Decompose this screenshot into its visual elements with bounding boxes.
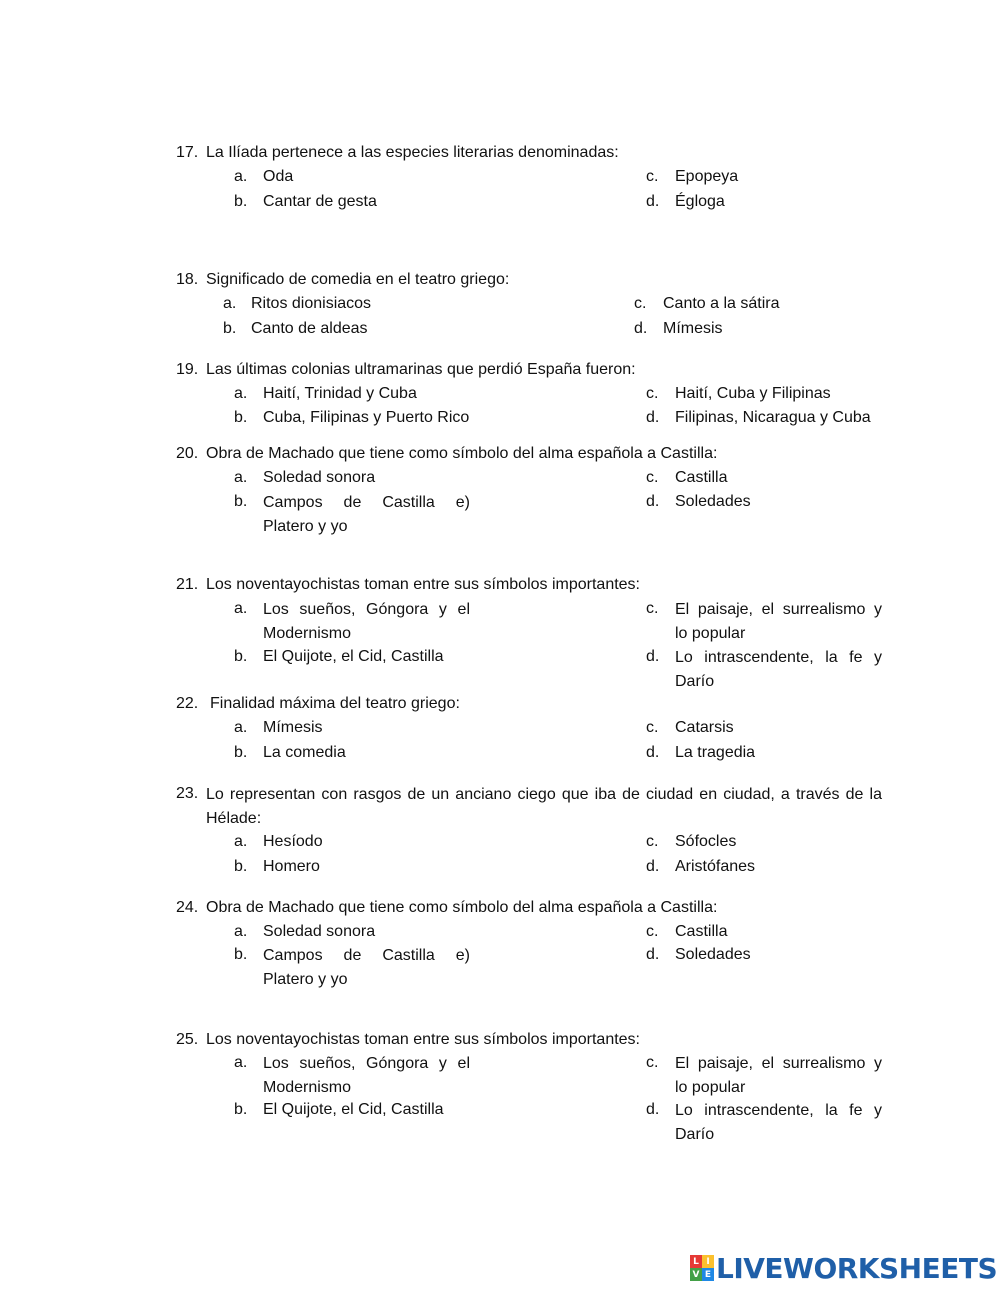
option-d[interactable]: La tragedia <box>675 744 756 761</box>
option-letter: d. <box>646 493 660 510</box>
option-a[interactable]: Haití, Trinidad y Cuba <box>263 385 417 402</box>
option-d[interactable]: Lo intrascendente, la fe y Darío <box>675 649 882 690</box>
question-text: Significado de comedia en el teatro griego: <box>206 271 510 288</box>
option-letter: a. <box>234 168 248 185</box>
option-a[interactable]: Mímesis <box>263 719 323 736</box>
option-letter: a. <box>234 1054 248 1071</box>
option-d[interactable]: Mímesis <box>663 320 723 337</box>
option-d[interactable]: Soledades <box>675 946 751 963</box>
logo-tile-l: L <box>690 1255 702 1268</box>
option-d[interactable]: Aristófanes <box>675 858 756 875</box>
question-number: 22. <box>176 695 199 712</box>
option-letter: b. <box>234 1101 248 1118</box>
option-letter: c. <box>646 833 659 850</box>
option-letter: a. <box>234 385 248 402</box>
option-c[interactable]: Haití, Cuba y Filipinas <box>675 385 831 402</box>
question-text: La Ilíada pertenece a las especies literarias denominadas: <box>206 144 619 161</box>
option-letter: a. <box>234 469 248 486</box>
option-letter: a. <box>223 295 237 312</box>
option-letter: c. <box>646 923 659 940</box>
liveworksheets-logo <box>690 1252 997 1284</box>
option-d[interactable]: Filipinas, Nicaragua y Cuba <box>675 409 871 426</box>
option-c[interactable]: Castilla <box>675 469 728 486</box>
option-b[interactable]: Cantar de gesta <box>263 193 377 210</box>
question-number: 21. <box>176 576 199 593</box>
option-letter: c. <box>646 469 659 486</box>
option-d[interactable]: Soledades <box>675 493 751 510</box>
option-letter: d. <box>634 320 648 337</box>
option-letter: b. <box>234 744 248 761</box>
option-b[interactable]: Homero <box>263 858 320 875</box>
option-letter: b. <box>234 946 248 963</box>
option-b[interactable]: Canto de aldeas <box>251 320 368 337</box>
option-b[interactable]: Campos de Castilla e) Platero y yo <box>263 947 470 988</box>
option-b[interactable]: La comedia <box>263 744 346 761</box>
option-letter: c. <box>646 600 659 617</box>
option-letter: b. <box>234 193 248 210</box>
option-letter: d. <box>646 946 660 963</box>
option-letter: d. <box>646 1101 660 1118</box>
option-b[interactable]: El Quijote, el Cid, Castilla <box>263 648 444 665</box>
option-b[interactable]: Cuba, Filipinas y Puerto Rico <box>263 409 470 426</box>
option-c[interactable]: El paisaje, el surrealismo y lo popular <box>675 601 882 642</box>
option-letter: a. <box>234 600 248 617</box>
option-letter: b. <box>234 858 248 875</box>
question-number: 24. <box>176 899 199 916</box>
option-letter: a. <box>234 833 248 850</box>
question-text: Obra de Machado que tiene como símbolo del alma española a Castilla: <box>206 445 718 462</box>
option-a[interactable]: Soledad sonora <box>263 923 376 940</box>
option-c[interactable]: Sófocles <box>675 833 737 850</box>
question-text: Los noventayochistas toman entre sus símbolos importantes: <box>206 576 640 593</box>
option-c[interactable]: El paisaje, el surrealismo y lo popular <box>675 1055 882 1096</box>
option-a[interactable]: Oda <box>263 168 294 185</box>
option-letter: d. <box>646 193 660 210</box>
option-letter: d. <box>646 409 660 426</box>
logo-tile-v: V <box>690 1268 702 1281</box>
option-letter: a. <box>234 719 248 736</box>
option-letter: d. <box>646 648 660 665</box>
option-letter: b. <box>223 320 237 337</box>
option-letter: c. <box>646 385 659 402</box>
option-letter: c. <box>646 719 659 736</box>
logo-text: LIVEWORKSHEETS <box>716 1251 998 1285</box>
question-number: 20. <box>176 445 199 462</box>
question-number: 23. <box>176 785 199 802</box>
option-c[interactable]: Catarsis <box>675 719 734 736</box>
option-b[interactable]: Campos de Castilla e) Platero y yo <box>263 494 470 535</box>
option-c[interactable]: Castilla <box>675 923 728 940</box>
option-letter: c. <box>646 168 659 185</box>
option-a[interactable]: Soledad sonora <box>263 469 376 486</box>
option-b[interactable]: El Quijote, el Cid, Castilla <box>263 1101 444 1118</box>
logo-tile-i: I <box>702 1255 714 1268</box>
question-text: Las últimas colonias ultramarinas que perdió España fueron: <box>206 361 636 378</box>
question-text: Obra de Machado que tiene como símbolo del alma española a Castilla: <box>206 899 718 916</box>
option-c[interactable]: Canto a la sátira <box>663 295 780 312</box>
question-text: Lo representan con rasgos de un anciano ciego que iba de ciudad en ciudad, a través de la Hélade: <box>206 786 882 827</box>
option-d[interactable]: Égloga <box>675 193 725 210</box>
liveworksheets-logo-icon <box>690 1255 714 1281</box>
option-letter: b. <box>234 648 248 665</box>
question-number: 18. <box>176 271 199 288</box>
option-letter: d. <box>646 858 660 875</box>
option-a[interactable]: Ritos dionisiacos <box>251 295 372 312</box>
option-a[interactable]: Hesíodo <box>263 833 323 850</box>
question-text: Los noventayochistas toman entre sus símbolos importantes: <box>206 1031 640 1048</box>
question-number: 25. <box>176 1031 199 1048</box>
option-letter: b. <box>234 493 248 510</box>
logo-tile-e: E <box>702 1268 714 1281</box>
question-text: Finalidad máxima del teatro griego: <box>210 695 460 712</box>
option-a[interactable]: Los sueños, Góngora y el Modernismo <box>263 601 470 642</box>
question-number: 19. <box>176 361 199 378</box>
option-c[interactable]: Epopeya <box>675 168 739 185</box>
question-number: 17. <box>176 144 199 161</box>
option-letter: b. <box>234 409 248 426</box>
option-letter: d. <box>646 744 660 761</box>
option-letter: a. <box>234 923 248 940</box>
option-letter: c. <box>634 295 647 312</box>
option-a[interactable]: Los sueños, Góngora y el Modernismo <box>263 1055 470 1096</box>
option-letter: c. <box>646 1054 659 1071</box>
option-d[interactable]: Lo intrascendente, la fe y Darío <box>675 1102 882 1143</box>
